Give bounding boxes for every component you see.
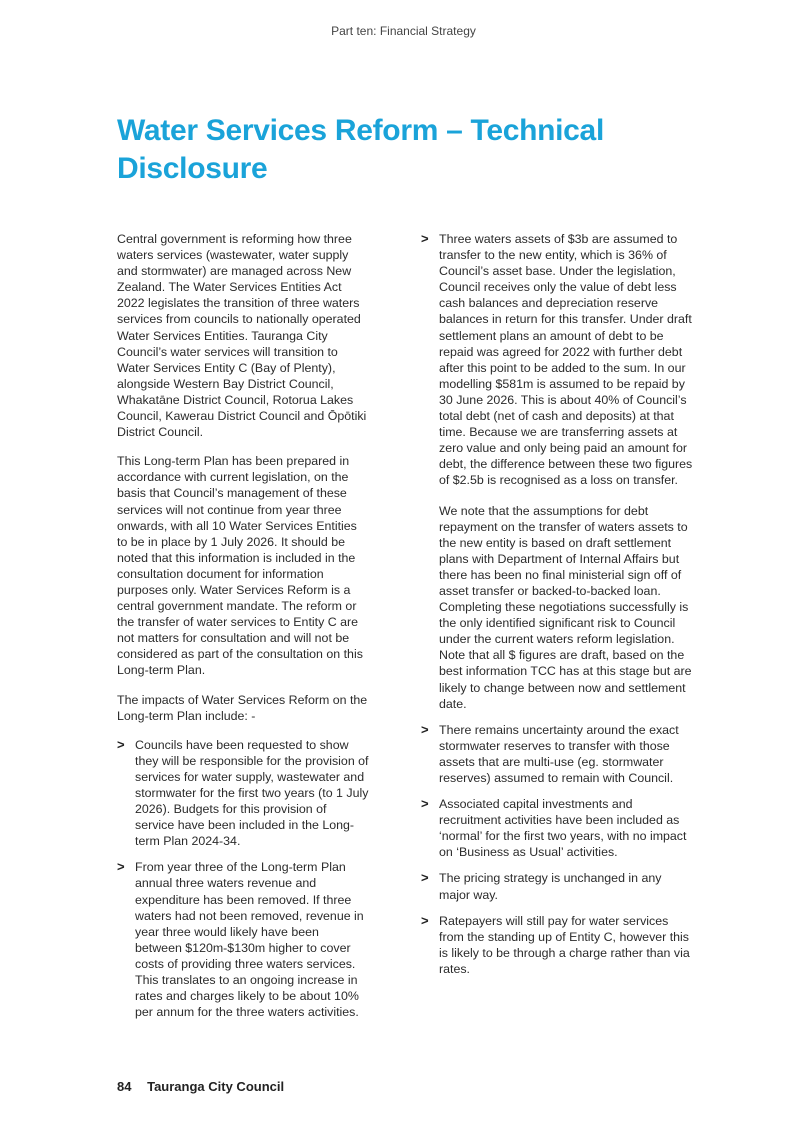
bullet-item [117,859,369,1020]
page-title-line-2: Disclosure [117,152,268,185]
plan-basis-paragraph: This Long-term Plan has been prepared in accordance with current legislation, on the basis that Council’s management of these services will not continue from year three onwards, with all 10 Water Services Entities to be in place by 1 July 2026. It should be noted that this information is included in the consultation document for information purposes only. Water Services Reform is a central government mandate. The reform or the transfer of water services to Entity C are not matters for consultation and will not be considered as part of the consultation on this Long-term Plan. [117,454,363,678]
chevron-right-icon: > [117,859,125,875]
bullet-text: Associated capital investments and recruitment activities have been included as ‘normal’ for the first two years, with no impact on ‘Business as Usual’ activities. [439,797,687,860]
intro-paragraph: Central government is reforming how three waters services (wastewater, water supply and stormwater) are managed across New Zealand. The Water Services Entities Act 2022 legislates the transition of three waters services from councils to nationally operated Water Services Entities. Tauranga City Council’s water services will transition to Water Services Entity C (Bay of Plenty), alongside Western Bay District Council, Whakatāne District Council, Rotorua Lakes Council, Kawerau District Council and Ōpōtiki District Council. [117,232,367,440]
bullet-item [421,796,693,860]
chevron-right-icon: > [421,721,429,737]
chevron-right-icon: > [421,870,429,886]
bullet-text: The pricing strategy is unchanged in any major way. [439,871,662,902]
bullet-text: There remains uncertainty around the exact stormwater reserves to transfer with those assets that are multi-use (eg. stormwater reserves) assumed to remain with Council. [439,722,679,785]
running-header: Part ten: Financial Strategy [331,24,476,38]
bullet-item [421,722,693,786]
page-title-line-1: Water Services Reform – Technical [117,114,604,147]
bullet-text: Three waters assets of $3b are assumed to transfer to the new entity, which is 36% of Council’s asset base. Under the legislation, Council receives only the value of debt less cash balances and depreciation reserve balances in return for this transfer. Under draft settlement plans an amount of debt to be repaid was agreed for 2022 with further debt after this point to be added to the sum. In our modelling $581m is assumed to be repaid by 30 June 2026. This is about 40% of Council’s total debt (net of cash and deposits) at that time. Because we are transferring assets at zero value and only being paid an amount for debt, the difference between these two figures of $2.5b is recognised as a loss on transfer. [439,232,693,488]
bullet-text: From year three of the Long-term Plan annual three waters revenue and expenditure has been removed. If three waters had not been removed, revenue in year three would likely have been between $120m-$130m higher to cover costs of providing three waters services. This translates to an ongoing increase in rates and charges likely to be about 10% per annum for the three waters activities. [135,860,364,1020]
chevron-right-icon: > [421,231,429,246]
chevron-right-icon: > [421,912,429,928]
footer-organization: Tauranga City Council [147,1079,285,1094]
bullet-item [117,737,369,850]
bullet-item [421,913,693,977]
bullet-text: Ratepayers will still pay for water services from the standing up of Entity C, however this is likely to be through a charge rather than via rates. [439,913,690,976]
page-number: 84 [117,1079,132,1094]
right-column [421,231,693,987]
chevron-right-icon: > [117,736,125,752]
debt-assumption-paragraph: We note that the assumptions for debt repayment on the transfer of waters assets to the new entity is based on draft settlement plans with Department of Internal Affairs but there has been no final ministerial sign off of asset transfer or backed-to-backed loan. Completing these negotiations successfully is the only identified significant risk to Council under the current waters reform legislation. Note that all $ figures are draft, based on the best information TCC has at this stage but are likely to change between now and settlement date. [439,503,692,711]
bullet-text: Councils have been requested to show they will be responsible for the provision of services for water supply, wastewater and stormwater for the first two years (to 1 July 2026). Budgets for this provision of service have been included in the Long-term Plan 2024-34. [135,737,369,849]
impacts-lead-paragraph: The impacts of Water Services Reform on the Long-term Plan include: - [117,692,368,723]
left-column [117,231,369,1030]
page-footer [117,1079,284,1094]
bullet-item [421,231,693,489]
chevron-right-icon: > [421,796,429,812]
bullet-item [421,870,693,902]
page-title [117,112,717,188]
